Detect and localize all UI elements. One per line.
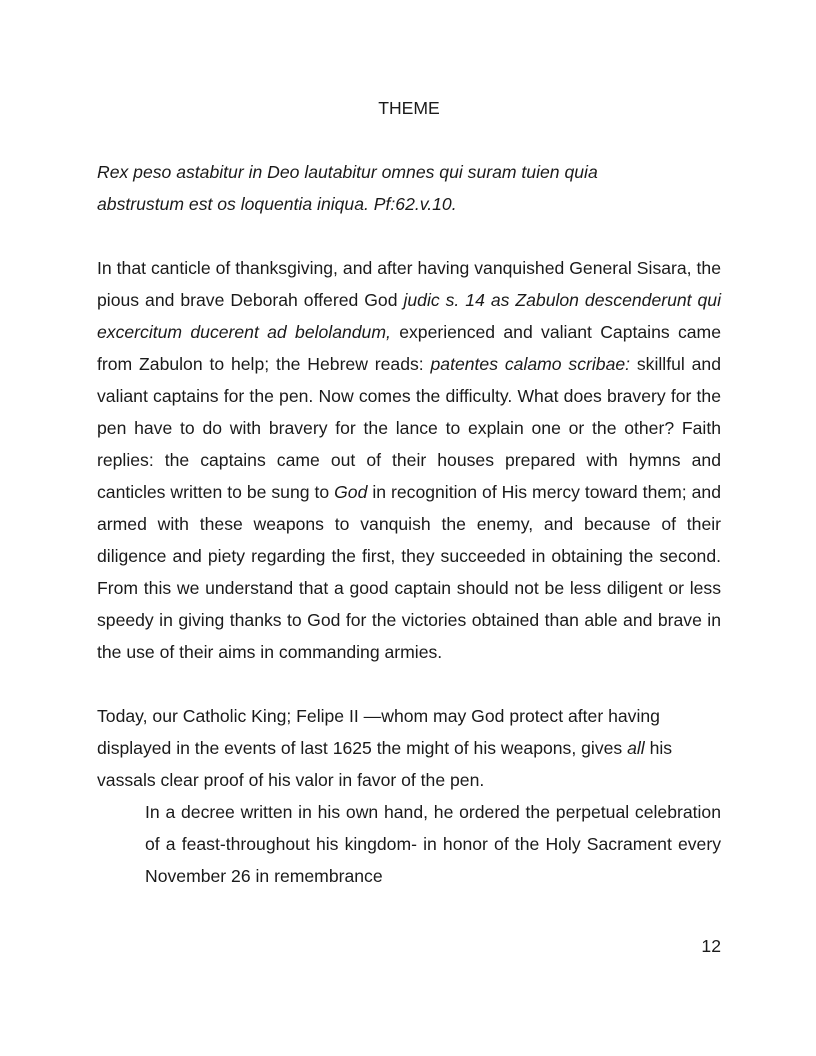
heading-text: THEME (378, 98, 440, 118)
text-run: his (644, 738, 673, 758)
paragraph-decree: In a decree written in his own hand, he ordered the perpetual celebration of a feast-throughout his kingdom- in honor of the Holy Sacrament every November 26 in remembrance (145, 802, 721, 886)
paragraph-canticle (97, 252, 721, 668)
text-line: Today, our Catholic King; Felipe II —whom may God protect after having (97, 706, 660, 726)
italic-run: patentes calamo scribae: (430, 354, 631, 374)
text-line: vassals clear proof of his valor in favor of the pen. (97, 770, 485, 790)
verse-line: Rex peso astabitur in Deo lautabitur omnes qui suram tuien quia (97, 162, 598, 182)
italic-run: God (334, 482, 368, 502)
paragraph-king (97, 700, 721, 796)
latin-verse (97, 156, 721, 220)
verse-line: abstrustum est os loquentia iniqua. Pf:62.v.10. (97, 194, 457, 214)
italic-run: judic s. 14 as Zabulon descenderunt qui excercitum ducerent ad belolandum, (97, 290, 722, 342)
italic-run: all (627, 738, 645, 758)
text-run: in recognition of His mercy toward them; and armed with these weapons to vanquish the enemy, and because of their diligence and piety regarding the first, they succeeded in obtaining the second. From this we understand that a good captain should not be less diligent or less speedy in giving thanks to God for the victories obtained than able and brave in the use of their aims in commanding armies. (97, 482, 721, 662)
page-number: 12 (701, 936, 721, 956)
text-line: displayed in the events of last 1625 the might of his weapons, gives (97, 738, 628, 758)
page-heading (97, 92, 721, 124)
text-run: experienced and valiant Captains came from Zabulon to help; the Hebrew reads: (97, 322, 722, 374)
text-run: skillful and valiant captains for the pen. Now comes the difficulty. What does bravery for the pen have to do with bravery for the lance to explain one or the other? Faith replies: the captains came out of their houses prepared with hymns and canticles written to be sung to (97, 354, 721, 502)
document-page (97, 92, 721, 892)
text-run: In that canticle of thanksgiving, and after having vanquished General Sisara, the pious and brave Deborah offered God (97, 258, 721, 310)
